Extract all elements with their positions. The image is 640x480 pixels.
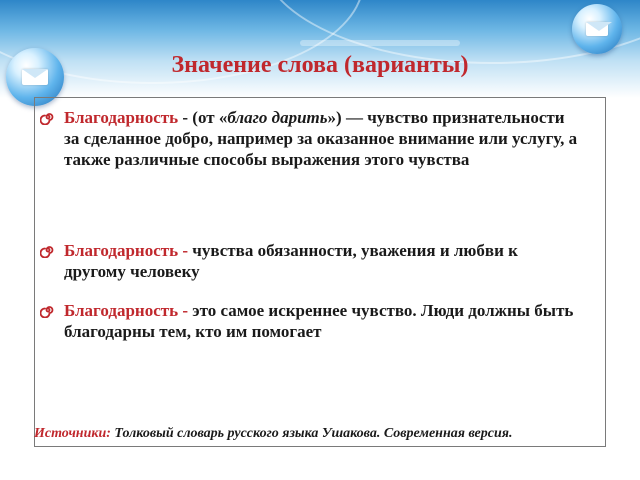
- spiral-bullet-icon: [40, 302, 56, 318]
- dash: -: [178, 241, 193, 260]
- list-item-text: [64, 240, 580, 282]
- spiral-bullet-icon: [40, 109, 56, 125]
- list-item: [40, 107, 580, 170]
- definition: это самое искреннее чувство. Люди должны быть благодарны тем, кто им помогает: [64, 301, 574, 341]
- etymology: благо дарить: [227, 108, 328, 127]
- list-item-text: [64, 300, 580, 342]
- list-item: [40, 300, 580, 342]
- term: Благодарность: [64, 301, 179, 320]
- dash: -: [178, 301, 193, 320]
- dash: -: [178, 108, 193, 127]
- header-banner: [0, 0, 640, 98]
- spiral-bullet-icon: [40, 242, 56, 258]
- etymology-prefix: (от «: [192, 108, 228, 127]
- envelope-icon: [586, 22, 608, 36]
- list-item: [40, 240, 580, 282]
- term: Благодарность: [64, 108, 179, 127]
- definition: чувства обязанности, уважения и любви к другому человеку: [64, 241, 518, 281]
- decor-streak: [300, 40, 460, 46]
- list-item-text: [64, 107, 580, 170]
- definition: ») — чувство признательности за сделанное добро, например за оказанное внимание или услугу, а также различные способы выражения этого чувства: [64, 108, 578, 169]
- sources-note: [34, 424, 594, 443]
- slide-title: Значение слова (варианты): [171, 52, 469, 78]
- envelope-orb-icon: [572, 4, 622, 54]
- sources-label: Источники:: [34, 426, 111, 441]
- sources-text: Толковый словарь русского языка Ушакова. Современная версия.: [114, 426, 513, 441]
- term: Благодарность: [64, 241, 179, 260]
